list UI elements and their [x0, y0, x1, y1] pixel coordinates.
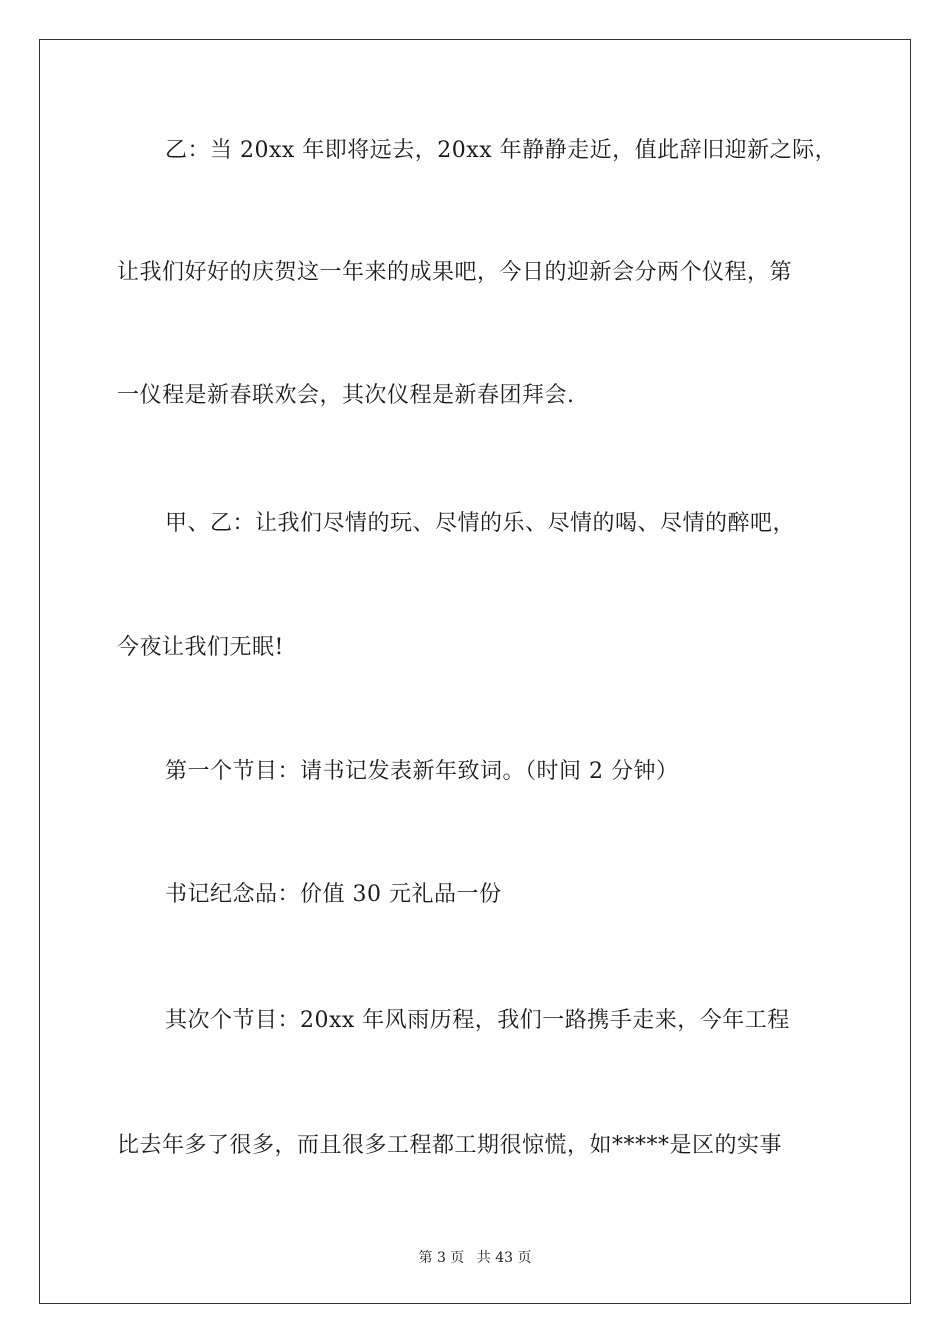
paragraph-line: 今夜让我们无眠!	[117, 635, 284, 660]
paragraph-line: 其次个节目：20xx 年风雨历程，我们一路携手走来，今年工程	[165, 1008, 790, 1033]
paragraph-line: 比去年多了很多，而且很多工程都工期很惊慌，如*****是区的实事	[117, 1133, 783, 1158]
page-frame	[39, 39, 911, 1304]
paragraph-line: 第一个节目：请书记发表新年致词。（时间 2 分钟）	[165, 759, 679, 784]
page-number: 第 3 页	[418, 1250, 465, 1266]
paragraph-line: 乙：当 20xx 年即将远去，20xx 年静静走近，值此辞旧迎新之际，	[165, 138, 838, 163]
paragraph-line: 一仪程是新春联欢会，其次仪程是新春团拜会.	[117, 383, 575, 408]
page-footer	[0, 1247, 950, 1267]
paragraph-line: 甲、乙：让我们尽情的玩、尽情的乐、尽情的喝、尽情的醉吧，	[165, 511, 796, 536]
paragraph-line: 让我们好好的庆贺这一年来的成果吧，今日的迎新会分两个仪程，第	[117, 260, 793, 285]
page-total: 共 43 页	[476, 1250, 532, 1266]
paragraph-line: 书记纪念品：价值 30 元礼品一份	[165, 882, 502, 907]
